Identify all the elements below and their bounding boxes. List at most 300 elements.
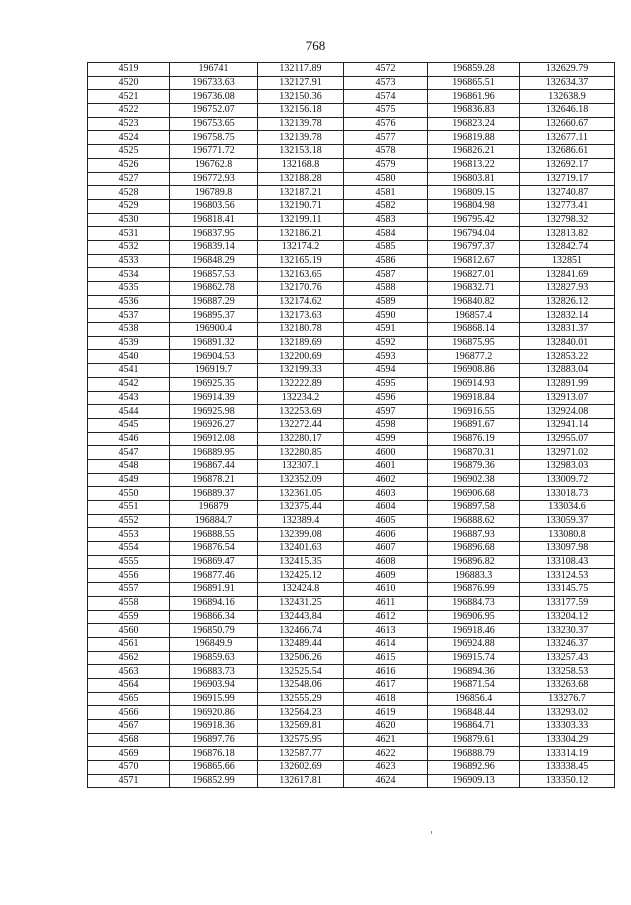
x-coordinate-cell: 196920.86 <box>170 706 258 720</box>
point-number-cell: 4535 <box>88 282 170 296</box>
point-number-cell: 4519 <box>88 63 170 77</box>
y-coordinate-cell: 132361.05 <box>258 487 344 501</box>
point-number-cell: 4591 <box>344 323 428 337</box>
table-row <box>88 720 615 734</box>
x-coordinate-cell: 196804.98 <box>428 199 520 213</box>
y-coordinate-cell: 132153.18 <box>258 145 344 159</box>
x-coordinate-cell: 196859.28 <box>428 63 520 77</box>
y-coordinate-cell: 132189.69 <box>258 336 344 350</box>
table-row <box>88 487 615 501</box>
x-coordinate-cell: 196912.08 <box>170 432 258 446</box>
y-coordinate-cell: 132891.99 <box>520 377 615 391</box>
x-coordinate-cell: 196865.51 <box>428 76 520 90</box>
table-row <box>88 528 615 542</box>
point-number-cell: 4577 <box>344 131 428 145</box>
y-coordinate-cell: 133108.43 <box>520 555 615 569</box>
y-coordinate-cell: 132831.37 <box>520 323 615 337</box>
x-coordinate-cell: 196795.42 <box>428 213 520 227</box>
table-row <box>88 364 615 378</box>
x-coordinate-cell: 196914.93 <box>428 377 520 391</box>
point-number-cell: 4568 <box>88 733 170 747</box>
x-coordinate-cell: 196752.07 <box>170 104 258 118</box>
x-coordinate-cell: 196896.82 <box>428 555 520 569</box>
point-number-cell: 4608 <box>344 555 428 569</box>
x-coordinate-cell: 196895.37 <box>170 309 258 323</box>
x-coordinate-cell: 196876.99 <box>428 583 520 597</box>
x-coordinate-cell: 196733.63 <box>170 76 258 90</box>
y-coordinate-cell: 132851 <box>520 254 615 268</box>
point-number-cell: 4569 <box>88 747 170 761</box>
table-row <box>88 268 615 282</box>
y-coordinate-cell: 132165.19 <box>258 254 344 268</box>
x-coordinate-cell: 196871.54 <box>428 678 520 692</box>
point-number-cell: 4563 <box>88 665 170 679</box>
y-coordinate-cell: 132443.84 <box>258 610 344 624</box>
point-number-cell: 4571 <box>88 774 170 788</box>
y-coordinate-cell: 132431.25 <box>258 596 344 610</box>
x-coordinate-cell: 196819.88 <box>428 131 520 145</box>
x-coordinate-cell: 196789.8 <box>170 186 258 200</box>
point-number-cell: 4525 <box>88 145 170 159</box>
point-number-cell: 4596 <box>344 391 428 405</box>
table-row <box>88 172 615 186</box>
x-coordinate-cell: 196891.91 <box>170 583 258 597</box>
x-coordinate-cell: 196887.93 <box>428 528 520 542</box>
x-coordinate-cell: 196877.46 <box>170 569 258 583</box>
y-coordinate-cell: 132424.8 <box>258 583 344 597</box>
y-coordinate-cell: 132199.33 <box>258 364 344 378</box>
y-coordinate-cell: 132575.95 <box>258 733 344 747</box>
point-number-cell: 4586 <box>344 254 428 268</box>
y-coordinate-cell: 133080.8 <box>520 528 615 542</box>
table-row <box>88 227 615 241</box>
point-number-cell: 4585 <box>344 240 428 254</box>
x-coordinate-cell: 196888.55 <box>170 528 258 542</box>
point-number-cell: 4543 <box>88 391 170 405</box>
y-coordinate-cell: 133097.98 <box>520 542 615 556</box>
page-number: 768 <box>305 38 326 53</box>
x-coordinate-cell: 196883.73 <box>170 665 258 679</box>
y-coordinate-cell: 133258.53 <box>520 665 615 679</box>
point-number-cell: 4546 <box>88 432 170 446</box>
x-coordinate-cell: 196884.7 <box>170 514 258 528</box>
point-number-cell: 4558 <box>88 596 170 610</box>
point-number-cell: 4520 <box>88 76 170 90</box>
x-coordinate-cell: 196909.13 <box>428 774 520 788</box>
point-number-cell: 4603 <box>344 487 428 501</box>
y-coordinate-cell: 132186.21 <box>258 227 344 241</box>
x-coordinate-cell: 196772.93 <box>170 172 258 186</box>
x-coordinate-cell: 196888.79 <box>428 747 520 761</box>
table-row <box>88 213 615 227</box>
point-number-cell: 4523 <box>88 117 170 131</box>
point-number-cell: 4532 <box>88 240 170 254</box>
x-coordinate-cell: 196906.95 <box>428 610 520 624</box>
point-number-cell: 4557 <box>88 583 170 597</box>
y-coordinate-cell: 132188.28 <box>258 172 344 186</box>
y-coordinate-cell: 132173.63 <box>258 309 344 323</box>
y-coordinate-cell: 132955.07 <box>520 432 615 446</box>
x-coordinate-cell: 196794.04 <box>428 227 520 241</box>
x-coordinate-cell: 196915.74 <box>428 651 520 665</box>
point-number-cell: 4621 <box>344 733 428 747</box>
y-coordinate-cell: 132174.62 <box>258 295 344 309</box>
x-coordinate-cell: 196803.56 <box>170 199 258 213</box>
point-number-cell: 4526 <box>88 158 170 172</box>
y-coordinate-cell: 133350.12 <box>520 774 615 788</box>
point-number-cell: 4539 <box>88 336 170 350</box>
point-number-cell: 4536 <box>88 295 170 309</box>
y-coordinate-cell: 132842.74 <box>520 240 615 254</box>
x-coordinate-cell: 196926.27 <box>170 418 258 432</box>
x-coordinate-cell: 196894.16 <box>170 596 258 610</box>
point-number-cell: 4573 <box>344 76 428 90</box>
y-coordinate-cell: 132187.21 <box>258 186 344 200</box>
y-coordinate-cell: 132773.41 <box>520 199 615 213</box>
point-number-cell: 4613 <box>344 624 428 638</box>
x-coordinate-cell: 196741 <box>170 63 258 77</box>
table-row <box>88 761 615 775</box>
y-coordinate-cell: 132587.77 <box>258 747 344 761</box>
point-number-cell: 4623 <box>344 761 428 775</box>
y-coordinate-cell: 132375.44 <box>258 501 344 515</box>
table-row <box>88 555 615 569</box>
x-coordinate-cell: 196908.86 <box>428 364 520 378</box>
y-coordinate-cell: 133124.53 <box>520 569 615 583</box>
coordinates-table-body <box>88 63 615 788</box>
table-row <box>88 282 615 296</box>
coordinates-table <box>87 62 615 788</box>
x-coordinate-cell: 196758.75 <box>170 131 258 145</box>
y-coordinate-cell: 132117.89 <box>258 63 344 77</box>
y-coordinate-cell: 133059.37 <box>520 514 615 528</box>
x-coordinate-cell: 196925.35 <box>170 377 258 391</box>
x-coordinate-cell: 196852.99 <box>170 774 258 788</box>
x-coordinate-cell: 196867.44 <box>170 459 258 473</box>
x-coordinate-cell: 196857.4 <box>428 309 520 323</box>
y-coordinate-cell: 132280.17 <box>258 432 344 446</box>
y-coordinate-cell: 132564.23 <box>258 706 344 720</box>
y-coordinate-cell: 132971.02 <box>520 446 615 460</box>
x-coordinate-cell: 196818.41 <box>170 213 258 227</box>
x-coordinate-cell: 196918.84 <box>428 391 520 405</box>
point-number-cell: 4528 <box>88 186 170 200</box>
x-coordinate-cell: 196850.79 <box>170 624 258 638</box>
x-coordinate-cell: 196870.31 <box>428 446 520 460</box>
table-row <box>88 706 615 720</box>
y-coordinate-cell: 132617.81 <box>258 774 344 788</box>
y-coordinate-cell: 132399.08 <box>258 528 344 542</box>
point-number-cell: 4595 <box>344 377 428 391</box>
x-coordinate-cell: 196906.68 <box>428 487 520 501</box>
y-coordinate-cell: 132883.04 <box>520 364 615 378</box>
point-number-cell: 4572 <box>344 63 428 77</box>
point-number-cell: 4561 <box>88 637 170 651</box>
x-coordinate-cell: 196736.08 <box>170 90 258 104</box>
point-number-cell: 4599 <box>344 432 428 446</box>
point-number-cell: 4537 <box>88 309 170 323</box>
point-number-cell: 4583 <box>344 213 428 227</box>
x-coordinate-cell: 196887.29 <box>170 295 258 309</box>
y-coordinate-cell: 132826.12 <box>520 295 615 309</box>
y-coordinate-cell: 132841.69 <box>520 268 615 282</box>
point-number-cell: 4602 <box>344 473 428 487</box>
table-row <box>88 610 615 624</box>
x-coordinate-cell: 196892.96 <box>428 761 520 775</box>
y-coordinate-cell: 132280.85 <box>258 446 344 460</box>
x-coordinate-cell: 196827.01 <box>428 268 520 282</box>
y-coordinate-cell: 132352.09 <box>258 473 344 487</box>
y-coordinate-cell: 132163.65 <box>258 268 344 282</box>
table-row <box>88 774 615 788</box>
y-coordinate-cell: 132660.67 <box>520 117 615 131</box>
y-coordinate-cell: 132174.2 <box>258 240 344 254</box>
x-coordinate-cell: 196840.82 <box>428 295 520 309</box>
table-row <box>88 240 615 254</box>
x-coordinate-cell: 196868.14 <box>428 323 520 337</box>
table-row <box>88 542 615 556</box>
y-coordinate-cell: 132638.9 <box>520 90 615 104</box>
table-row <box>88 158 615 172</box>
point-number-cell: 4588 <box>344 282 428 296</box>
x-coordinate-cell: 196859.63 <box>170 651 258 665</box>
table-row <box>88 418 615 432</box>
point-number-cell: 4560 <box>88 624 170 638</box>
y-coordinate-cell: 132127.91 <box>258 76 344 90</box>
table-row <box>88 459 615 473</box>
x-coordinate-cell: 196803.81 <box>428 172 520 186</box>
point-number-cell: 4578 <box>344 145 428 159</box>
point-number-cell: 4575 <box>344 104 428 118</box>
x-coordinate-cell: 196848.44 <box>428 706 520 720</box>
table-row <box>88 692 615 706</box>
point-number-cell: 4579 <box>344 158 428 172</box>
point-number-cell: 4580 <box>344 172 428 186</box>
x-coordinate-cell: 196823.24 <box>428 117 520 131</box>
x-coordinate-cell: 196826.21 <box>428 145 520 159</box>
x-coordinate-cell: 196918.36 <box>170 720 258 734</box>
point-number-cell: 4576 <box>344 117 428 131</box>
x-coordinate-cell: 196916.55 <box>428 405 520 419</box>
x-coordinate-cell: 196884.73 <box>428 596 520 610</box>
point-number-cell: 4550 <box>88 487 170 501</box>
point-number-cell: 4601 <box>344 459 428 473</box>
x-coordinate-cell: 196876.54 <box>170 542 258 556</box>
table-row <box>88 186 615 200</box>
y-coordinate-cell: 132139.78 <box>258 131 344 145</box>
point-number-cell: 4565 <box>88 692 170 706</box>
y-coordinate-cell: 132139.78 <box>258 117 344 131</box>
x-coordinate-cell: 196876.18 <box>170 747 258 761</box>
point-number-cell: 4619 <box>344 706 428 720</box>
y-coordinate-cell: 132180.78 <box>258 323 344 337</box>
point-number-cell: 4624 <box>344 774 428 788</box>
y-coordinate-cell: 132489.44 <box>258 637 344 651</box>
table-row <box>88 63 615 77</box>
table-row <box>88 446 615 460</box>
table-row <box>88 637 615 651</box>
y-coordinate-cell: 132569.81 <box>258 720 344 734</box>
x-coordinate-cell: 196861.96 <box>428 90 520 104</box>
y-coordinate-cell: 132415.35 <box>258 555 344 569</box>
table-row <box>88 254 615 268</box>
point-number-cell: 4607 <box>344 542 428 556</box>
y-coordinate-cell: 132234.2 <box>258 391 344 405</box>
table-row <box>88 117 615 131</box>
table-row <box>88 309 615 323</box>
y-coordinate-cell: 132150.36 <box>258 90 344 104</box>
table-row <box>88 651 615 665</box>
x-coordinate-cell: 196849.9 <box>170 637 258 651</box>
x-coordinate-cell: 196896.68 <box>428 542 520 556</box>
x-coordinate-cell: 196914.39 <box>170 391 258 405</box>
y-coordinate-cell: 133018.73 <box>520 487 615 501</box>
y-coordinate-cell: 132506.26 <box>258 651 344 665</box>
x-coordinate-cell: 196924.88 <box>428 637 520 651</box>
x-coordinate-cell: 196832.71 <box>428 282 520 296</box>
table-row <box>88 323 615 337</box>
y-coordinate-cell: 132827.93 <box>520 282 615 296</box>
point-number-cell: 4581 <box>344 186 428 200</box>
x-coordinate-cell: 196915.99 <box>170 692 258 706</box>
table-row <box>88 405 615 419</box>
point-number-cell: 4534 <box>88 268 170 282</box>
y-coordinate-cell: 132222.89 <box>258 377 344 391</box>
point-number-cell: 4587 <box>344 268 428 282</box>
y-coordinate-cell: 133276.7 <box>520 692 615 706</box>
y-coordinate-cell: 133246.37 <box>520 637 615 651</box>
point-number-cell: 4566 <box>88 706 170 720</box>
x-coordinate-cell: 196813.22 <box>428 158 520 172</box>
point-number-cell: 4545 <box>88 418 170 432</box>
table-row <box>88 514 615 528</box>
x-coordinate-cell: 196900.4 <box>170 323 258 337</box>
y-coordinate-cell: 132602.69 <box>258 761 344 775</box>
point-number-cell: 4615 <box>344 651 428 665</box>
x-coordinate-cell: 196857.53 <box>170 268 258 282</box>
x-coordinate-cell: 196889.95 <box>170 446 258 460</box>
x-coordinate-cell: 196862.78 <box>170 282 258 296</box>
y-coordinate-cell: 133338.45 <box>520 761 615 775</box>
x-coordinate-cell: 196877.2 <box>428 350 520 364</box>
y-coordinate-cell: 132389.4 <box>258 514 344 528</box>
y-coordinate-cell: 132629.79 <box>520 63 615 77</box>
point-number-cell: 4562 <box>88 651 170 665</box>
y-coordinate-cell: 132425.12 <box>258 569 344 583</box>
x-coordinate-cell: 196812.67 <box>428 254 520 268</box>
y-coordinate-cell: 132719.17 <box>520 172 615 186</box>
table-row <box>88 391 615 405</box>
point-number-cell: 4527 <box>88 172 170 186</box>
y-coordinate-cell: 132853.22 <box>520 350 615 364</box>
point-number-cell: 4600 <box>344 446 428 460</box>
y-coordinate-cell: 133303.33 <box>520 720 615 734</box>
point-number-cell: 4574 <box>344 90 428 104</box>
point-number-cell: 4611 <box>344 596 428 610</box>
x-coordinate-cell: 196889.37 <box>170 487 258 501</box>
point-number-cell: 4531 <box>88 227 170 241</box>
point-number-cell: 4584 <box>344 227 428 241</box>
point-number-cell: 4617 <box>344 678 428 692</box>
point-number-cell: 4622 <box>344 747 428 761</box>
table-row <box>88 624 615 638</box>
y-coordinate-cell: 133230.37 <box>520 624 615 638</box>
point-number-cell: 4590 <box>344 309 428 323</box>
point-number-cell: 4605 <box>344 514 428 528</box>
x-coordinate-cell: 196888.62 <box>428 514 520 528</box>
y-coordinate-cell: 132555.29 <box>258 692 344 706</box>
point-number-cell: 4592 <box>344 336 428 350</box>
y-coordinate-cell: 132525.54 <box>258 665 344 679</box>
x-coordinate-cell: 196848.29 <box>170 254 258 268</box>
y-coordinate-cell: 132677.11 <box>520 131 615 145</box>
table-row <box>88 733 615 747</box>
point-number-cell: 4538 <box>88 323 170 337</box>
point-number-cell: 4606 <box>344 528 428 542</box>
y-coordinate-cell: 132983.03 <box>520 459 615 473</box>
x-coordinate-cell: 196866.34 <box>170 610 258 624</box>
y-coordinate-cell: 133034.6 <box>520 501 615 515</box>
x-coordinate-cell: 196876.19 <box>428 432 520 446</box>
y-coordinate-cell: 132272.44 <box>258 418 344 432</box>
y-coordinate-cell: 133263.68 <box>520 678 615 692</box>
point-number-cell: 4598 <box>344 418 428 432</box>
table-row <box>88 131 615 145</box>
table-row <box>88 583 615 597</box>
point-number-cell: 4556 <box>88 569 170 583</box>
scan-mark <box>431 831 432 834</box>
point-number-cell: 4542 <box>88 377 170 391</box>
y-coordinate-cell: 133304.29 <box>520 733 615 747</box>
table-row <box>88 678 615 692</box>
x-coordinate-cell: 196903.94 <box>170 678 258 692</box>
y-coordinate-cell: 132634.37 <box>520 76 615 90</box>
point-number-cell: 4559 <box>88 610 170 624</box>
table-row <box>88 336 615 350</box>
point-number-cell: 4529 <box>88 199 170 213</box>
point-number-cell: 4570 <box>88 761 170 775</box>
table-row <box>88 90 615 104</box>
table-row <box>88 377 615 391</box>
x-coordinate-cell: 196856.4 <box>428 692 520 706</box>
x-coordinate-cell: 196918.46 <box>428 624 520 638</box>
x-coordinate-cell: 196869.47 <box>170 555 258 569</box>
point-number-cell: 4552 <box>88 514 170 528</box>
x-coordinate-cell: 196879.36 <box>428 459 520 473</box>
y-coordinate-cell: 132692.17 <box>520 158 615 172</box>
y-coordinate-cell: 133009.72 <box>520 473 615 487</box>
y-coordinate-cell: 132466.74 <box>258 624 344 638</box>
point-number-cell: 4593 <box>344 350 428 364</box>
x-coordinate-cell: 196878.21 <box>170 473 258 487</box>
point-number-cell: 4540 <box>88 350 170 364</box>
y-coordinate-cell: 132168.8 <box>258 158 344 172</box>
table-row <box>88 76 615 90</box>
x-coordinate-cell: 196897.76 <box>170 733 258 747</box>
y-coordinate-cell: 132199.11 <box>258 213 344 227</box>
y-coordinate-cell: 132941.14 <box>520 418 615 432</box>
table-row <box>88 473 615 487</box>
x-coordinate-cell: 196879 <box>170 501 258 515</box>
y-coordinate-cell: 133293.02 <box>520 706 615 720</box>
point-number-cell: 4620 <box>344 720 428 734</box>
x-coordinate-cell: 196864.71 <box>428 720 520 734</box>
point-number-cell: 4541 <box>88 364 170 378</box>
table-row <box>88 199 615 213</box>
point-number-cell: 4533 <box>88 254 170 268</box>
point-number-cell: 4547 <box>88 446 170 460</box>
y-coordinate-cell: 132924.08 <box>520 405 615 419</box>
